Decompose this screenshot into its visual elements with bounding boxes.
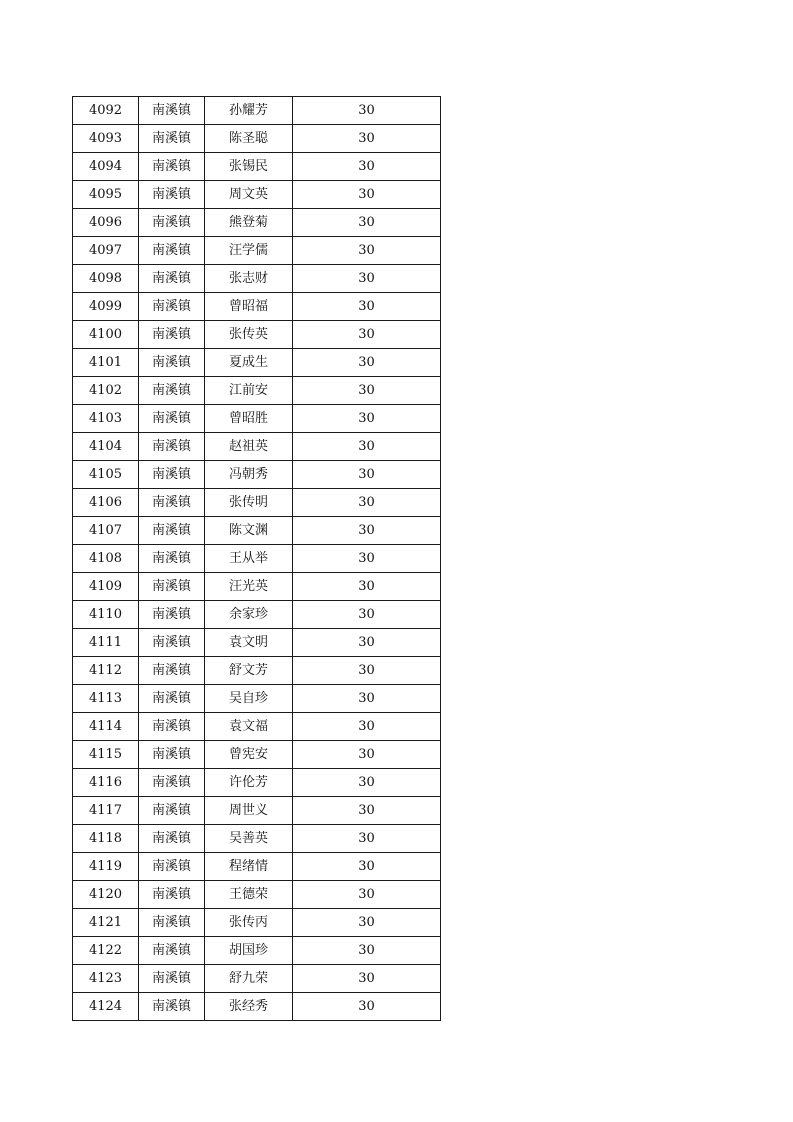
table-row — [73, 321, 441, 349]
row-id-cell: 4108 — [73, 545, 139, 573]
table-row — [73, 909, 441, 937]
row-amount-cell: 30 — [293, 433, 441, 461]
row-id-cell: 4107 — [73, 517, 139, 545]
table-row — [73, 153, 441, 181]
row-id-cell: 4101 — [73, 349, 139, 377]
row-amount-cell: 30 — [293, 797, 441, 825]
row-name-cell: 陈文渊 — [205, 517, 293, 545]
row-town-cell: 南溪镇 — [139, 685, 205, 713]
row-amount-cell: 30 — [293, 293, 441, 321]
row-id-cell: 4096 — [73, 209, 139, 237]
row-town-cell: 南溪镇 — [139, 937, 205, 965]
row-town-cell: 南溪镇 — [139, 181, 205, 209]
table-row — [73, 573, 441, 601]
row-name-cell: 江前安 — [205, 377, 293, 405]
row-amount-cell: 30 — [293, 125, 441, 153]
table-row — [73, 629, 441, 657]
row-amount-cell: 30 — [293, 825, 441, 853]
row-town-cell: 南溪镇 — [139, 797, 205, 825]
row-name-cell: 汪光英 — [205, 573, 293, 601]
table-row — [73, 825, 441, 853]
row-amount-cell: 30 — [293, 181, 441, 209]
table-row — [73, 405, 441, 433]
row-id-cell: 4115 — [73, 741, 139, 769]
table-row — [73, 545, 441, 573]
row-name-cell: 张传英 — [205, 321, 293, 349]
row-town-cell: 南溪镇 — [139, 741, 205, 769]
table-row — [73, 349, 441, 377]
row-id-cell: 4105 — [73, 461, 139, 489]
row-name-cell: 袁文明 — [205, 629, 293, 657]
row-id-cell: 4109 — [73, 573, 139, 601]
row-amount-cell: 30 — [293, 517, 441, 545]
row-town-cell: 南溪镇 — [139, 769, 205, 797]
row-name-cell: 张经秀 — [205, 993, 293, 1021]
row-town-cell: 南溪镇 — [139, 405, 205, 433]
row-name-cell: 王德荣 — [205, 881, 293, 909]
row-amount-cell: 30 — [293, 685, 441, 713]
row-amount-cell: 30 — [293, 657, 441, 685]
row-town-cell: 南溪镇 — [139, 965, 205, 993]
row-town-cell: 南溪镇 — [139, 461, 205, 489]
row-town-cell: 南溪镇 — [139, 825, 205, 853]
table-row — [73, 881, 441, 909]
row-name-cell: 赵祖英 — [205, 433, 293, 461]
row-id-cell: 4111 — [73, 629, 139, 657]
table-row — [73, 937, 441, 965]
table-row — [73, 797, 441, 825]
row-amount-cell: 30 — [293, 405, 441, 433]
row-town-cell: 南溪镇 — [139, 433, 205, 461]
row-town-cell: 南溪镇 — [139, 881, 205, 909]
row-town-cell: 南溪镇 — [139, 517, 205, 545]
table-row — [73, 601, 441, 629]
row-name-cell: 孙耀芳 — [205, 97, 293, 125]
row-town-cell: 南溪镇 — [139, 321, 205, 349]
row-town-cell: 南溪镇 — [139, 909, 205, 937]
row-id-cell: 4121 — [73, 909, 139, 937]
row-amount-cell: 30 — [293, 209, 441, 237]
row-amount-cell: 30 — [293, 349, 441, 377]
table-row — [73, 657, 441, 685]
table-row — [73, 237, 441, 265]
row-amount-cell: 30 — [293, 853, 441, 881]
row-town-cell: 南溪镇 — [139, 237, 205, 265]
row-town-cell: 南溪镇 — [139, 489, 205, 517]
row-id-cell: 4099 — [73, 293, 139, 321]
row-town-cell: 南溪镇 — [139, 293, 205, 321]
row-id-cell: 4123 — [73, 965, 139, 993]
row-amount-cell: 30 — [293, 153, 441, 181]
row-id-cell: 4114 — [73, 713, 139, 741]
table-row — [73, 489, 441, 517]
row-name-cell: 周文英 — [205, 181, 293, 209]
row-amount-cell: 30 — [293, 965, 441, 993]
table-row — [73, 181, 441, 209]
table-row — [73, 97, 441, 125]
row-amount-cell: 30 — [293, 573, 441, 601]
row-amount-cell: 30 — [293, 993, 441, 1021]
row-id-cell: 4106 — [73, 489, 139, 517]
row-amount-cell: 30 — [293, 909, 441, 937]
row-amount-cell: 30 — [293, 97, 441, 125]
row-amount-cell: 30 — [293, 713, 441, 741]
table-row — [73, 125, 441, 153]
table-body — [73, 97, 441, 1021]
row-id-cell: 4092 — [73, 97, 139, 125]
row-name-cell: 夏成生 — [205, 349, 293, 377]
row-name-cell: 曾宪安 — [205, 741, 293, 769]
table-row — [73, 265, 441, 293]
row-town-cell: 南溪镇 — [139, 377, 205, 405]
table-row — [73, 461, 441, 489]
row-id-cell: 4119 — [73, 853, 139, 881]
row-name-cell: 吴自珍 — [205, 685, 293, 713]
row-town-cell: 南溪镇 — [139, 153, 205, 181]
row-name-cell: 胡国珍 — [205, 937, 293, 965]
table-row — [73, 517, 441, 545]
row-id-cell: 4097 — [73, 237, 139, 265]
row-town-cell: 南溪镇 — [139, 601, 205, 629]
row-name-cell: 张志财 — [205, 265, 293, 293]
row-town-cell: 南溪镇 — [139, 657, 205, 685]
row-name-cell: 曾昭福 — [205, 293, 293, 321]
table-row — [73, 965, 441, 993]
row-amount-cell: 30 — [293, 601, 441, 629]
table-row — [73, 741, 441, 769]
table-row — [73, 293, 441, 321]
row-town-cell: 南溪镇 — [139, 349, 205, 377]
table-row — [73, 713, 441, 741]
row-town-cell: 南溪镇 — [139, 125, 205, 153]
row-town-cell: 南溪镇 — [139, 573, 205, 601]
row-id-cell: 4116 — [73, 769, 139, 797]
row-id-cell: 4093 — [73, 125, 139, 153]
table-row — [73, 209, 441, 237]
row-name-cell: 袁文福 — [205, 713, 293, 741]
row-name-cell: 陈圣聪 — [205, 125, 293, 153]
row-name-cell: 舒文芳 — [205, 657, 293, 685]
row-amount-cell: 30 — [293, 769, 441, 797]
row-town-cell: 南溪镇 — [139, 853, 205, 881]
row-amount-cell: 30 — [293, 629, 441, 657]
row-amount-cell: 30 — [293, 265, 441, 293]
row-name-cell: 熊登菊 — [205, 209, 293, 237]
row-id-cell: 4122 — [73, 937, 139, 965]
row-amount-cell: 30 — [293, 377, 441, 405]
row-name-cell: 汪学儒 — [205, 237, 293, 265]
row-amount-cell: 30 — [293, 237, 441, 265]
row-id-cell: 4100 — [73, 321, 139, 349]
row-name-cell: 程绪情 — [205, 853, 293, 881]
row-amount-cell: 30 — [293, 937, 441, 965]
row-id-cell: 4102 — [73, 377, 139, 405]
table-row — [73, 993, 441, 1021]
row-name-cell: 张传丙 — [205, 909, 293, 937]
table-row — [73, 377, 441, 405]
row-town-cell: 南溪镇 — [139, 265, 205, 293]
table-row — [73, 769, 441, 797]
row-name-cell: 许伦芳 — [205, 769, 293, 797]
row-id-cell: 4098 — [73, 265, 139, 293]
row-name-cell: 冯朝秀 — [205, 461, 293, 489]
row-id-cell: 4104 — [73, 433, 139, 461]
row-name-cell: 舒九荣 — [205, 965, 293, 993]
subsidy-table — [72, 96, 441, 1021]
table-row — [73, 433, 441, 461]
row-amount-cell: 30 — [293, 741, 441, 769]
row-id-cell: 4112 — [73, 657, 139, 685]
row-id-cell: 4094 — [73, 153, 139, 181]
row-id-cell: 4118 — [73, 825, 139, 853]
row-id-cell: 4124 — [73, 993, 139, 1021]
row-id-cell: 4113 — [73, 685, 139, 713]
row-town-cell: 南溪镇 — [139, 713, 205, 741]
row-town-cell: 南溪镇 — [139, 209, 205, 237]
row-town-cell: 南溪镇 — [139, 629, 205, 657]
table-row — [73, 685, 441, 713]
row-id-cell: 4117 — [73, 797, 139, 825]
row-name-cell: 张传明 — [205, 489, 293, 517]
row-amount-cell: 30 — [293, 321, 441, 349]
row-id-cell: 4120 — [73, 881, 139, 909]
row-name-cell: 周世义 — [205, 797, 293, 825]
row-town-cell: 南溪镇 — [139, 545, 205, 573]
row-town-cell: 南溪镇 — [139, 993, 205, 1021]
row-name-cell: 张锡民 — [205, 153, 293, 181]
row-name-cell: 王从举 — [205, 545, 293, 573]
row-amount-cell: 30 — [293, 881, 441, 909]
row-town-cell: 南溪镇 — [139, 97, 205, 125]
row-amount-cell: 30 — [293, 461, 441, 489]
row-name-cell: 吴善英 — [205, 825, 293, 853]
row-id-cell: 4095 — [73, 181, 139, 209]
row-amount-cell: 30 — [293, 545, 441, 573]
row-amount-cell: 30 — [293, 489, 441, 517]
row-id-cell: 4110 — [73, 601, 139, 629]
table-row — [73, 853, 441, 881]
row-name-cell: 余家珍 — [205, 601, 293, 629]
row-id-cell: 4103 — [73, 405, 139, 433]
row-name-cell: 曾昭胜 — [205, 405, 293, 433]
